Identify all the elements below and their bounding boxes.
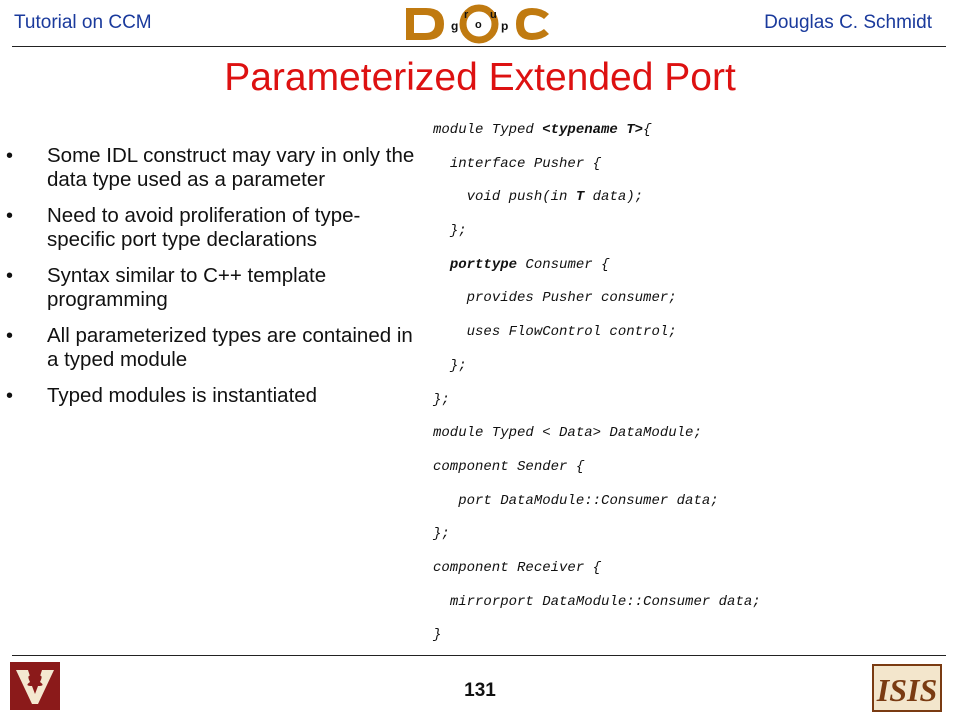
logo-letter-p: p [501, 19, 509, 33]
code-line: uses FlowControl control; [466, 324, 677, 341]
bullet-dot-icon: • [6, 145, 14, 167]
bullet-dot-icon: • [6, 325, 14, 347]
footer-divider [12, 655, 946, 656]
code-line: porttype Consumer { [449, 256, 610, 273]
code-line: provides Pusher consumer; [466, 290, 677, 307]
header-divider [12, 46, 946, 47]
header-right-text: Douglas C. Schmidt [764, 12, 932, 33]
bullet-dot-icon: • [6, 265, 14, 287]
slide-title: Parameterized Extended Port [224, 56, 736, 99]
logo-letter-g: g [451, 19, 459, 33]
code-line: port DataModule::Consumer data; [458, 492, 719, 509]
bullet-item [6, 204, 420, 252]
bullet-text: Need to avoid proliferation of type-specific port type declarations [47, 204, 361, 251]
code-line: }; [449, 223, 467, 240]
header-left-text: Tutorial on CCM [14, 12, 152, 33]
logo-letter-r: r [464, 9, 469, 21]
code-line: void push(in T data); [466, 189, 644, 206]
idl-code-block [433, 118, 948, 657]
code-line: module Typed < Data> DataModule; [433, 425, 702, 442]
page-number: 131 [464, 680, 496, 701]
code-line: component Sender { [433, 458, 585, 475]
code-line: } [433, 627, 442, 644]
bullet-text: Some IDL construct may vary in only the data type used as a parameter [47, 144, 415, 191]
doc-group-logo [404, 4, 556, 44]
code-line: mirrorport DataModule::Consumer data; [449, 593, 761, 610]
code-line: module Typed <typename T>{ [433, 122, 652, 138]
code-line: }; [433, 526, 450, 543]
code-line: component Receiver { [433, 559, 602, 576]
logo-letter-o: o [475, 19, 482, 31]
bullet-item [6, 144, 420, 192]
code-line: interface Pusher { [449, 155, 602, 172]
bullet-dot-icon: • [6, 205, 14, 227]
bullet-text: All parameterized types are contained in a typed module [47, 324, 413, 371]
bullet-list [6, 144, 420, 420]
bullet-item [6, 384, 420, 408]
svg-text:ISIS: ISIS [876, 672, 938, 708]
isis-logo-icon [872, 664, 942, 712]
code-line: }; [433, 391, 450, 408]
code-line: }; [449, 357, 467, 374]
bullet-text: Typed modules is instantiated [47, 384, 318, 407]
bullet-item [6, 264, 420, 312]
logo-letter-u: u [490, 9, 497, 21]
bullet-text: Syntax similar to C++ template programming [47, 264, 327, 311]
bullet-dot-icon: • [6, 385, 14, 407]
bullet-item [6, 324, 420, 372]
